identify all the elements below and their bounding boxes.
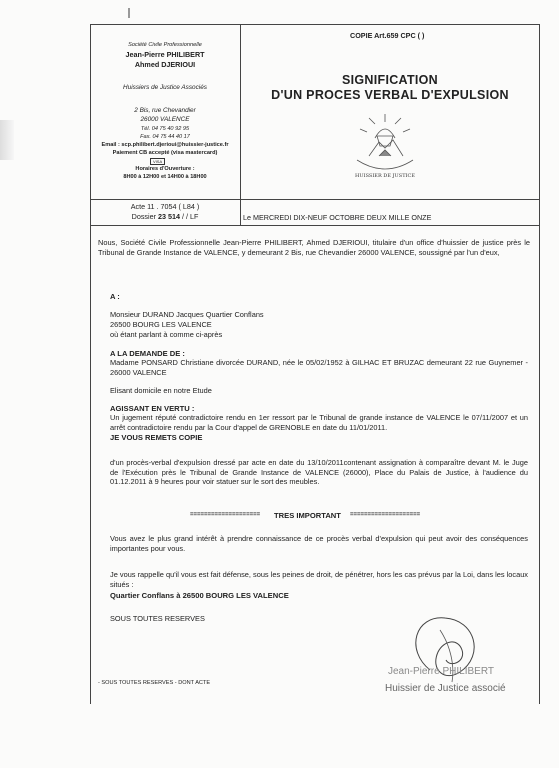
dossier-label: Dossier [131, 212, 156, 221]
locaux-address: Quartier Conflans à 26500 BOURG LES VALENCE [110, 591, 289, 600]
recipient-note: où étant parlant à comme ci-après [110, 330, 223, 339]
signature-icon [400, 610, 490, 690]
rappel-text: Je vous rappelle qu'il vous est fait défense, sous les peines de droit, de pénétrer, hors les cas prévus par la Loi, dans les locaux situés : [110, 570, 528, 589]
name-philibert: Jean-Pierre PHILIBERT [125, 50, 205, 59]
role-title: Huissiers de Justice Associés [123, 84, 207, 91]
agissant-label: AGISSANT EN VERTU : [110, 404, 195, 413]
document-title-line1: SIGNIFICATION [341, 73, 439, 87]
demande-text: Madame PONSARD Christiane divorcée DURAND, née le 05/02/1952 à GILHAC ET BRUZAC demeurant 22 rue Guynemer - 26000 VALENCE [110, 358, 528, 377]
important-deco-left: ==================== [190, 512, 261, 518]
visa-card-logo: VISA [153, 159, 163, 164]
stamp-role: Huissier de Justice associé [385, 683, 506, 694]
stamp-name: Jean-Pierre PHILIBERT [388, 666, 494, 677]
reserves-line: SOUS TOUTES RESERVES [110, 614, 205, 623]
important-deco-right: ==================== [350, 512, 421, 518]
company-type: Société Civile Professionnelle [128, 42, 202, 48]
header-bottom-rule [90, 199, 539, 200]
agissant-text: Un jugement réputé contradictoire rendu en 1er ressort par le Tribunal de grande instance de VALENCE le 07/11/2007 et un arrêt contradictoire rendu par la Cour d'appel de GRENOBLE en date du 11/01/2011. [110, 413, 528, 432]
huissier-emblem-icon [345, 112, 425, 184]
scan-shadow [0, 120, 14, 160]
remets-label: JE VOUS REMETS COPIE [110, 433, 203, 442]
recipient-city: 26500 BOURG LES VALENCE [110, 320, 212, 329]
acte-number: Acte 11 . 7054 ( L84 ) [130, 202, 200, 211]
hours-value: 8H00 à 12H00 et 14H00 à 18H00 [123, 174, 207, 180]
scan-mark [128, 8, 130, 18]
dossier-line [90, 212, 240, 221]
important-text: Vous avez le plus grand intérêt à prendre connaissance de ce procès verbal d'expulsion qui peut avoir des conséquences importantes pour vous. [110, 534, 528, 553]
card-logos [150, 158, 165, 165]
footer-dont-acte: - SOUS TOUTES RESERVES - DONT ACTE [98, 680, 211, 686]
acte-divider [240, 199, 241, 225]
intro-paragraph: Nous, Société Civile Professionnelle Jean-Pierre PHILIBERT, Ahmed DJERIOUI, titulaire d'un office d'huissier de justice près le Tribunal de Grande Instance de VALENCE, y demeurant 2 Bis, rue Chevandier 26000 VALENCE, soussigné par l'un d'eux, [98, 238, 530, 257]
demande-label: A LA DEMANDE DE : [110, 349, 185, 358]
acte-date: Le MERCREDI DIX-NEUF OCTOBRE DEUX MILLE ONZE [243, 213, 432, 222]
header-top-rule [90, 24, 539, 25]
remets-text: d'un procès-verbal d'expulsion dressé par acte en date du 13/10/2011contenant assignation à comparaître devant M. le Juge de l'Exécution près le Tribunal de Grande Instance de VALENCE (26000), Place du Palais de Justice, à l'audience du 01.12.2011 à 9 heures pour voir statuer sur le sort des meubles. [110, 458, 528, 487]
email-line: Email : scp.philibert.djerioui@huissier-justice.fr [101, 142, 229, 148]
domicile-line: Elisant domicile en notre Etude [110, 386, 212, 395]
address-line2: 26000 VALENCE [140, 116, 190, 123]
payment-line: Paiement CB accepté (visa mastercard) [112, 150, 218, 156]
recipient-label: A : [110, 292, 120, 301]
important-label: TRES IMPORTANT [274, 511, 341, 520]
copie-label: COPIE Art.659 CPC ( ) [350, 31, 425, 40]
phone-number: Tél. 04 75 40 92 95 [140, 126, 190, 132]
dossier-number: 23 514 [158, 212, 180, 221]
address-line1: 2 Bis, rue Chevandier [134, 107, 196, 114]
header-divider [240, 24, 241, 199]
recipient-name: Monsieur DURAND Jacques Quartier Conflans [110, 310, 264, 319]
name-djerioui: Ahmed DJERIOUI [134, 60, 196, 69]
dossier-suffix: / / LF [181, 212, 199, 221]
hours-label: Horaires d'Ouverture : [135, 166, 195, 172]
acte-bottom-rule [90, 225, 539, 226]
document-title-line2: D'UN PROCES VERBAL D'EXPULSION [271, 88, 509, 102]
emblem-text: HUISSIER DE JUSTICE [355, 173, 415, 179]
fax-number: Fax. 04 75 44 40 17 [140, 134, 190, 140]
